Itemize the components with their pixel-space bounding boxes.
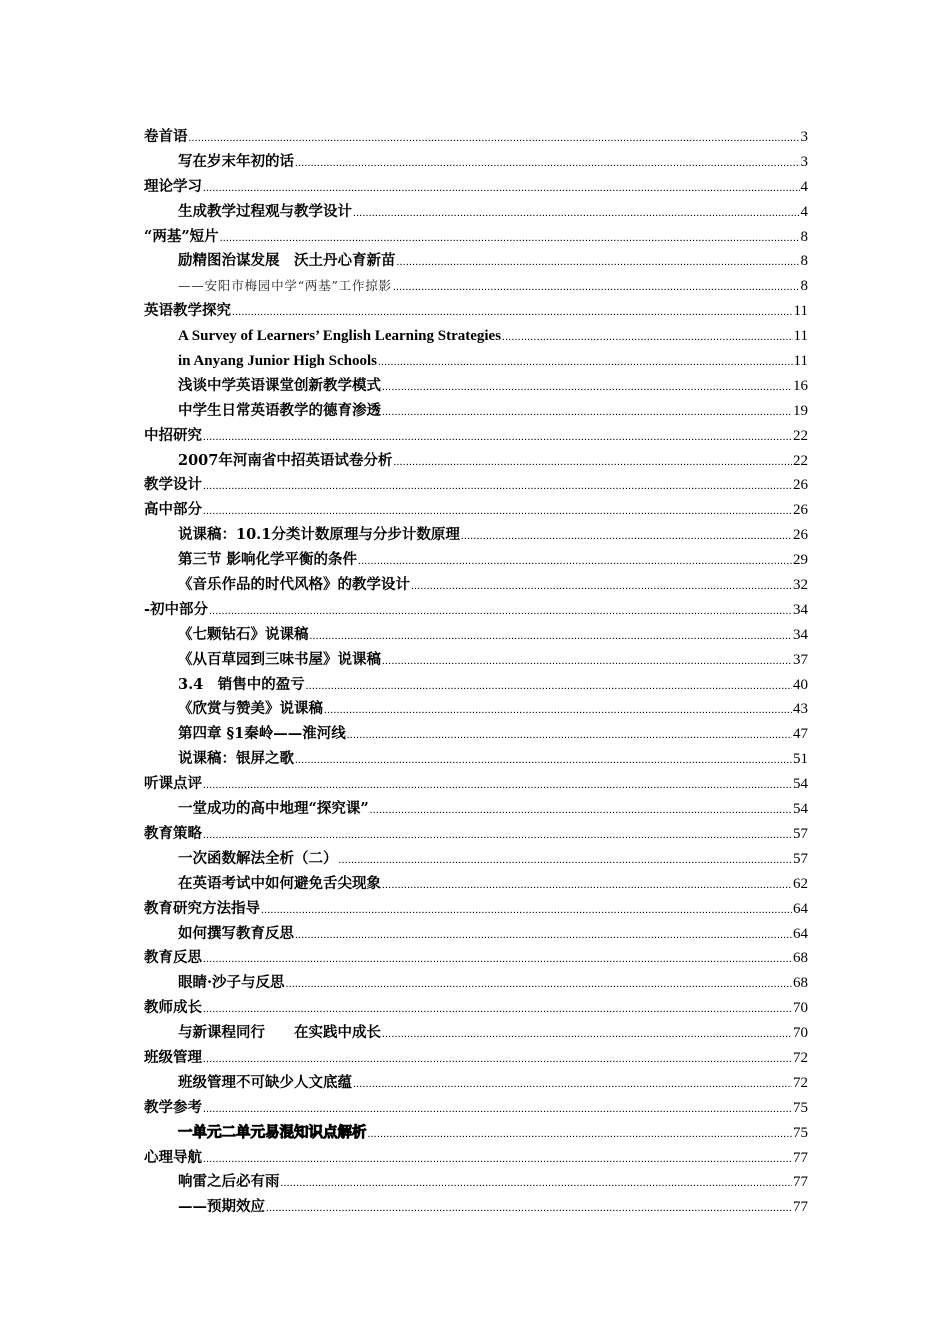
toc-leader-dots — [295, 151, 800, 176]
toc-page-number: 77 — [793, 1174, 808, 1191]
toc-page-number: 40 — [793, 676, 808, 693]
toc-entry-title: 一次函数解法全析（二） — [178, 849, 338, 867]
toc-page-number: 47 — [793, 726, 808, 743]
toc-page-number: 75 — [793, 1099, 808, 1116]
toc-page-number: 57 — [793, 850, 808, 867]
toc-page-number: 32 — [793, 577, 808, 594]
toc-leader-dots — [353, 201, 800, 226]
table-of-contents — [144, 125, 808, 1220]
toc-page-number: 4 — [800, 203, 808, 220]
toc-page-number: 75 — [793, 1124, 808, 1141]
toc-entry[interactable] — [144, 822, 808, 847]
toc-leader-dots — [232, 300, 793, 325]
toc-entry-title: 2007年河南省中招英语试卷分析 — [178, 451, 393, 469]
toc-entry[interactable] — [144, 1146, 808, 1171]
toc-leader-dots — [378, 350, 793, 375]
toc-leader-dots — [393, 450, 792, 475]
toc-page-number: 68 — [793, 950, 808, 967]
toc-entry-title: ——预期效应 — [178, 1198, 265, 1216]
toc-page-number: 22 — [793, 452, 808, 469]
toc-entry[interactable] — [144, 125, 808, 150]
toc-subentry[interactable] — [144, 1195, 808, 1220]
toc-entry-title: “两基”短片 — [144, 227, 219, 245]
toc-page-number: 43 — [793, 701, 808, 718]
toc-entry-title: 《从百草园到三味书屋》说课稿 — [178, 650, 381, 668]
toc-page-number: 77 — [793, 1199, 808, 1216]
toc-page-number: 11 — [793, 353, 808, 370]
toc-entry-title: 教育反思 — [144, 949, 202, 967]
toc-subentry[interactable] — [144, 722, 808, 747]
toc-entry-title: A Survey of Learners’ English Learning Strategies — [178, 328, 502, 345]
toc-entry[interactable] — [144, 946, 808, 971]
toc-entry-title: 《音乐作品的时代风格》的教学设计 — [178, 576, 410, 594]
toc-leader-dots — [358, 549, 792, 574]
toc-leader-dots — [266, 1196, 792, 1221]
toc-page-number: 34 — [793, 626, 808, 643]
toc-leader-dots — [393, 275, 800, 300]
toc-entry-title: 第四章 §1秦岭——淮河线 — [178, 725, 346, 743]
toc-entry-title: 听课点评 — [144, 775, 202, 793]
toc-page-number: 26 — [793, 527, 808, 544]
toc-leader-dots — [203, 997, 792, 1022]
toc-leader-dots — [310, 624, 793, 649]
toc-page-number: 64 — [793, 925, 808, 942]
toc-entry-title: 生成教学过程观与教学设计 — [178, 202, 352, 220]
toc-subentry[interactable] — [144, 349, 808, 374]
toc-leader-dots — [306, 674, 792, 699]
toc-leader-dots — [203, 474, 792, 499]
toc-entry-title: 心理导航 — [144, 1148, 202, 1166]
toc-page-number: 62 — [793, 875, 808, 892]
toc-page-number: 4 — [800, 178, 808, 195]
toc-page-number: 37 — [793, 651, 808, 668]
toc-entry[interactable] — [144, 424, 808, 449]
toc-subentry[interactable] — [144, 1170, 808, 1195]
toc-entry[interactable] — [144, 299, 808, 324]
toc-entry-title: 一单元二单元易混知识点解析 — [178, 1123, 367, 1141]
toc-subentry[interactable] — [144, 573, 808, 598]
toc-leader-dots — [382, 375, 792, 400]
toc-entry-title: 《欣赏与赞美》说课稿 — [178, 700, 323, 718]
toc-page-number: 72 — [793, 1074, 808, 1091]
toc-leader-dots — [209, 599, 792, 624]
toc-entry-title: 教学设计 — [144, 476, 202, 494]
toc-leader-dots — [324, 698, 792, 723]
toc-page-number: 29 — [793, 552, 808, 569]
toc-entry-title: 卷首语 — [144, 128, 188, 145]
toc-subentry[interactable] — [144, 747, 808, 772]
toc-subentry[interactable] — [144, 274, 808, 299]
toc-subentry[interactable] — [144, 648, 808, 673]
toc-leader-dots — [261, 898, 792, 923]
toc-leader-dots — [382, 873, 792, 898]
toc-leader-dots — [286, 972, 792, 997]
toc-entry-title: 第三节 影响化学平衡的条件 — [178, 551, 358, 569]
toc-entry-title: 教育研究方法指导 — [144, 899, 260, 917]
toc-subentry[interactable] — [144, 449, 808, 474]
toc-leader-dots — [203, 499, 792, 524]
toc-leader-dots — [382, 649, 792, 674]
toc-leader-dots — [353, 1072, 792, 1097]
toc-entry-title: 浅谈中学英语课堂创新教学模式 — [178, 376, 381, 394]
toc-leader-dots — [220, 226, 800, 251]
toc-page-number: 51 — [793, 751, 808, 768]
toc-page-number: 54 — [793, 801, 808, 818]
toc-page-number: 70 — [793, 1025, 808, 1042]
toc-leader-dots — [411, 574, 792, 599]
toc-leader-dots — [397, 250, 800, 275]
toc-entry-title: 中招研究 — [144, 426, 202, 444]
toc-leader-dots — [203, 1047, 792, 1072]
toc-entry-title: 如何撰写教育反思 — [178, 924, 294, 942]
toc-leader-dots — [382, 400, 792, 425]
toc-entry-title: 说课稿：10.1分类计数原理与分步计数原理 — [178, 526, 460, 544]
toc-entry[interactable] — [144, 1046, 808, 1071]
toc-leader-dots — [502, 325, 793, 350]
toc-entry[interactable] — [144, 772, 808, 797]
toc-entry-title: 眼睛·沙子与反思 — [178, 974, 285, 992]
toc-subentry[interactable] — [144, 1071, 808, 1096]
toc-entry-title: 《七颗钻石》说课稿 — [178, 625, 309, 643]
toc-subentry[interactable] — [144, 548, 808, 573]
toc-page-number: 54 — [793, 776, 808, 793]
toc-page-number: 11 — [793, 328, 808, 345]
toc-page-number: 26 — [793, 477, 808, 494]
toc-leader-dots — [281, 1171, 793, 1196]
toc-entry-title: 与新课程同行 在实践中成长 — [178, 1024, 381, 1042]
toc-entry[interactable] — [144, 498, 808, 523]
toc-leader-dots — [203, 176, 800, 201]
toc-entry-title: ——安阳市梅园中学“两基”工作掠影 — [178, 278, 392, 294]
toc-subentry[interactable] — [144, 1021, 808, 1046]
toc-leader-dots — [339, 848, 793, 873]
toc-subentry[interactable] — [144, 797, 808, 822]
toc-entry-title: 响雷之后必有雨 — [178, 1173, 280, 1191]
toc-entry[interactable] — [144, 473, 808, 498]
toc-page-number: 26 — [793, 502, 808, 519]
toc-leader-dots — [295, 748, 792, 773]
toc-subentry[interactable] — [144, 249, 808, 274]
toc-page-number: 8 — [800, 253, 808, 270]
toc-entry[interactable] — [144, 996, 808, 1021]
toc-page-number: 72 — [793, 1049, 808, 1066]
toc-leader-dots — [203, 1097, 792, 1122]
toc-page-number: 77 — [793, 1149, 808, 1166]
toc-entry-title: 教育策略 — [144, 824, 202, 842]
toc-subentry[interactable] — [144, 399, 808, 424]
toc-leader-dots — [382, 1022, 792, 1047]
toc-subentry[interactable] — [144, 200, 808, 225]
toc-page-number: 70 — [793, 1000, 808, 1017]
toc-entry-title: 教师成长 — [144, 999, 202, 1017]
toc-entry-title: 英语教学探究 — [144, 302, 231, 320]
toc-page-number: 22 — [793, 427, 808, 444]
toc-subentry[interactable] — [144, 922, 808, 947]
toc-subentry[interactable] — [144, 847, 808, 872]
toc-page-number: 57 — [793, 825, 808, 842]
toc-page-number: 3 — [800, 129, 808, 145]
toc-leader-dots — [203, 1147, 792, 1172]
toc-entry-title: in Anyang Junior High Schools — [178, 353, 377, 370]
toc-entry-title: 说课稿：银屏之歌 — [178, 750, 294, 768]
toc-leader-dots — [203, 947, 792, 972]
toc-leader-dots — [203, 773, 792, 798]
toc-subentry[interactable] — [144, 150, 808, 175]
toc-subentry[interactable] — [144, 523, 808, 548]
toc-entry-title: 写在岁末年初的话 — [178, 152, 294, 170]
toc-leader-dots — [461, 524, 792, 549]
toc-leader-dots — [370, 798, 792, 823]
toc-entry-title: 3.4 销售中的盈亏 — [178, 675, 305, 693]
toc-entry-title: 一堂成功的高中地理“探究课” — [178, 800, 369, 818]
toc-subentry[interactable] — [144, 1121, 808, 1146]
toc-entry-title: 中学生日常英语教学的德育渗透 — [178, 401, 381, 419]
toc-entry[interactable] — [144, 897, 808, 922]
toc-subentry[interactable] — [144, 697, 808, 722]
toc-leader-dots — [203, 425, 792, 450]
toc-entry[interactable] — [144, 175, 808, 200]
toc-entry-title: 班级管理 — [144, 1048, 202, 1066]
toc-leader-dots — [203, 823, 792, 848]
toc-subentry[interactable] — [144, 673, 808, 698]
toc-subentry[interactable] — [144, 623, 808, 648]
toc-page-number: 8 — [800, 278, 808, 295]
toc-entry[interactable] — [144, 598, 808, 623]
toc-leader-dots — [368, 1122, 793, 1147]
toc-subentry[interactable] — [144, 324, 808, 349]
toc-subentry[interactable] — [144, 374, 808, 399]
toc-page-number: 68 — [793, 975, 808, 992]
toc-page-number: 16 — [793, 377, 808, 394]
toc-entry-title: -初中部分 — [144, 600, 209, 618]
toc-leader-dots — [295, 923, 792, 948]
toc-entry-title: 在英语考试中如何避免舌尖现象 — [178, 874, 381, 892]
toc-subentry[interactable] — [144, 971, 808, 996]
toc-leader-dots — [189, 126, 800, 151]
toc-entry-title: 励精图治谋发展 沃土丹心育新苗 — [178, 252, 396, 270]
toc-page-number: 64 — [793, 900, 808, 917]
toc-entry-title: 教学参考 — [144, 1098, 202, 1116]
toc-page-number: 34 — [793, 601, 808, 618]
toc-entry[interactable] — [144, 225, 808, 250]
toc-leader-dots — [347, 723, 792, 748]
toc-page-number: 8 — [800, 228, 808, 245]
toc-entry-title: 理论学习 — [144, 177, 202, 195]
toc-page-number: 11 — [793, 303, 808, 320]
toc-page-number: 19 — [793, 402, 808, 419]
toc-entry-title: 班级管理不可缺少人文底蕴 — [178, 1073, 352, 1091]
toc-page-number: 3 — [800, 153, 808, 170]
toc-entry-title: 高中部分 — [144, 501, 202, 519]
toc-subentry[interactable] — [144, 872, 808, 897]
toc-entry[interactable] — [144, 1096, 808, 1121]
